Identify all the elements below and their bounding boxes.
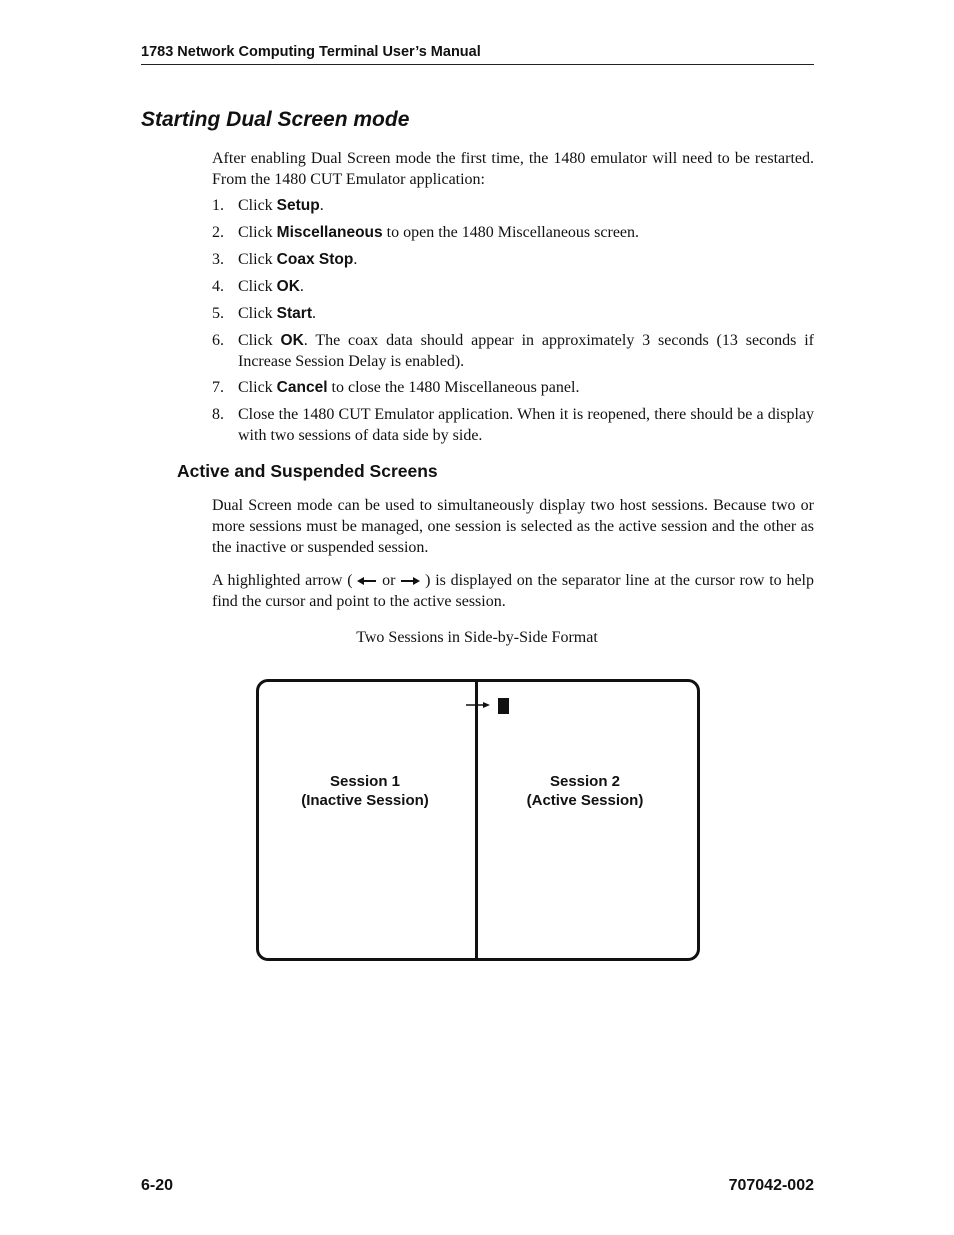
ui-term: Cancel — [276, 379, 328, 396]
section-title: Starting Dual Screen mode — [141, 108, 410, 131]
step-text: Close the 1480 CUT Emulator application. When it is reopened, there should be a display with two sessions of data side by side. — [238, 406, 814, 444]
page-number: 6-20 — [141, 1177, 174, 1194]
left-arrow-icon — [357, 576, 377, 586]
header-rule — [141, 64, 814, 65]
separator-line — [475, 679, 478, 960]
ui-term: Miscellaneous — [276, 224, 383, 241]
dual-screen-paragraph: Dual Screen mode can be used to simultaneously display two host sessions. Because two or more sessions must be managed, one session is selected as the active session and the other as the inactive or suspended session. — [212, 497, 814, 556]
dual-screen-figure — [256, 679, 700, 961]
running-header: 1783 Network Computing Terminal User’s Manual — [141, 44, 481, 60]
intro-paragraph: After enabling Dual Screen mode the first time, the 1480 emulator will need to be restarted. From the 1480 CUT Emulator application: — [212, 150, 814, 188]
session-2-label: Session 2 (Active Session) — [526, 773, 644, 809]
step-text: Click Setup. — [238, 197, 324, 214]
cursor-block — [498, 698, 509, 714]
step-number: 1. — [212, 197, 224, 214]
ui-term: OK — [276, 278, 300, 295]
step-number: 5. — [212, 305, 224, 322]
document-number: 707042-002 — [728, 1177, 814, 1194]
step-text: Click OK. — [238, 278, 304, 295]
step-text: Click Cancel to close the 1480 Miscellaneous panel. — [238, 379, 580, 396]
right-arrow-icon — [466, 700, 490, 710]
step-text: Click Start. — [238, 305, 316, 322]
ui-term: Setup — [276, 197, 320, 214]
step-number: 4. — [212, 278, 224, 295]
session-1-label: Session 1 (Inactive Session) — [301, 773, 429, 809]
arrow-paragraph: A highlighted arrow ( or ) is displayed on the separator line at the cursor row to help find the cursor and point to the active session. — [212, 572, 815, 610]
step-number: 2. — [212, 224, 224, 241]
subsection-title: Active and Suspended Screens — [177, 461, 438, 481]
right-arrow-icon — [400, 576, 420, 586]
ui-term: Start — [276, 305, 312, 322]
step-number: 3. — [212, 251, 224, 268]
step-text: Click OK. The coax data should appear in approximately 3 seconds (13 seconds if Increase Session Delay is enabled). — [238, 332, 814, 370]
figure-caption: Two Sessions in Side-by-Side Format — [356, 629, 598, 646]
step-text: Click Miscellaneous to open the 1480 Miscellaneous screen. — [238, 224, 640, 241]
ui-term: OK — [280, 332, 304, 349]
step-text: Click Coax Stop. — [238, 251, 358, 268]
step-number: 6. — [212, 332, 224, 349]
ui-term: Coax Stop — [276, 251, 354, 268]
step-number: 7. — [212, 379, 224, 396]
step-number: 8. — [212, 406, 224, 423]
